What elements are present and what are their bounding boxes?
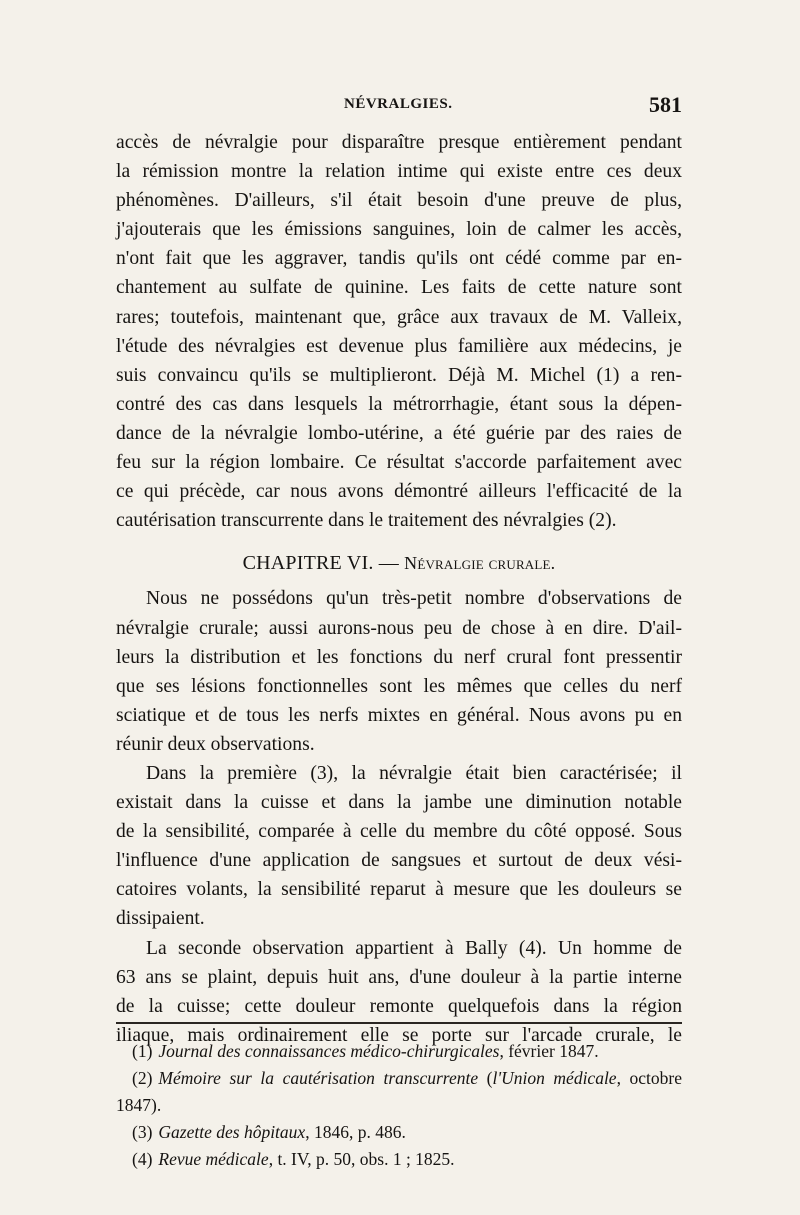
footnote-source-title: Journal des connaissances médico-chirurgicales bbox=[158, 1041, 500, 1061]
footnote-source-title-2: l'Union médicale bbox=[492, 1068, 617, 1088]
chapter-heading bbox=[116, 549, 682, 578]
text-line: dissipaient. bbox=[116, 908, 205, 930]
chapter-title: Névralgie crurale. bbox=[404, 553, 556, 574]
footnote-2-continued: 1847). bbox=[116, 1095, 162, 1115]
chapter-label: CHAPITRE VI. — bbox=[242, 552, 399, 575]
text-line: j'ajouterais que les émissions sanguines, loin de calmer les accès, bbox=[116, 219, 682, 241]
text-line: suis convaincu qu'ils se multiplieront. Déjà M. Michel (1) a ren- bbox=[116, 364, 682, 386]
text-line: ce qui précède, car nous avons démontré ailleurs l'efficacité de la bbox=[116, 481, 682, 503]
text-line: la rémission montre la relation intime qui existe entre ces deux bbox=[116, 161, 682, 183]
text-line: l'influence d'une application de sangsues et surtout de deux vési- bbox=[116, 850, 682, 872]
text-line: de la sensibilité, comparée à celle du membre du côté opposé. Sous bbox=[116, 821, 682, 843]
footnote-detail: , février 1847. bbox=[499, 1041, 599, 1061]
text-line: catoires volants, la sensibilité reparut à mesure que les douleurs se bbox=[116, 879, 682, 901]
page-number: 581 bbox=[649, 92, 682, 117]
text-line: dance de la névralgie lombo-utérine, a été guérie par des raies de bbox=[116, 422, 682, 444]
footnote-source-title: Mémoire sur la cautérisation transcurrente bbox=[158, 1068, 479, 1088]
footnote-number: (2) bbox=[132, 1068, 153, 1088]
text-line: leurs la distribution et les fonctions du nerf crural font pressentir bbox=[116, 646, 682, 668]
text-line: rares; toutefois, maintenant que, grâce aux travaux de M. Valleix, bbox=[116, 306, 682, 328]
text-line: contré des cas dans lesquels la métrorrhagie, étant sous la dépen- bbox=[116, 393, 682, 415]
footnote-2 bbox=[116, 1065, 682, 1092]
footnote-source-title: Revue médicale bbox=[158, 1149, 269, 1169]
footnotes bbox=[116, 1038, 682, 1173]
page-header bbox=[116, 92, 682, 124]
text-line: existait dans la cuisse et dans la jambe une diminution notable bbox=[116, 792, 682, 814]
paragraph-3 bbox=[116, 759, 682, 934]
text-line: n'ont fait que les aggraver, tandis qu'ils ont cédé comme par en- bbox=[116, 248, 682, 270]
footnote-detail: , t. IV, p. 50, obs. 1 ; 1825. bbox=[268, 1149, 455, 1169]
text-line: de la cuisse; cette douleur remonte quelquefois dans la région bbox=[116, 995, 682, 1017]
footnote-number: (4) bbox=[132, 1149, 153, 1169]
text-line: accès de névralgie pour disparaître presque entièrement pendant bbox=[116, 132, 682, 153]
text-line: phénomènes. D'ailleurs, s'il était besoin d'une preuve de plus, bbox=[116, 190, 682, 212]
body-text bbox=[116, 128, 682, 1050]
text-line: La seconde observation appartient à Bally (4). Un homme de bbox=[146, 937, 682, 959]
footnote-4 bbox=[116, 1146, 682, 1173]
footnote-source-title: Gazette des hôpitaux bbox=[158, 1122, 306, 1142]
paragraph-2 bbox=[116, 584, 682, 759]
text-line: chantement au sulfate de quinine. Les faits de cette nature sont bbox=[116, 277, 682, 299]
text-line: cautérisation transcurrente dans le traitement des névralgies (2). bbox=[116, 510, 617, 532]
paragraph-4 bbox=[116, 934, 682, 1050]
paragraph-1 bbox=[116, 128, 682, 535]
text-line: 63 ans se plaint, depuis huit ans, d'une douleur à la partie interne bbox=[116, 966, 682, 988]
text-line: Dans la première (3), la névralgie était bien caractérisée; il bbox=[146, 762, 682, 784]
text-line: réunir deux observations. bbox=[116, 733, 315, 755]
text-line: iliaque, mais ordinairement elle se porte sur l'arcade crurale, le bbox=[116, 1024, 682, 1046]
footnote-detail: , 1846, p. 486. bbox=[305, 1122, 406, 1142]
footnote-3 bbox=[116, 1119, 682, 1146]
text-line: Nous ne possédons qu'un très-petit nombre d'observations de bbox=[146, 588, 682, 610]
footnote-detail: ( bbox=[478, 1068, 493, 1088]
footnote-detail: , octobre bbox=[616, 1068, 682, 1088]
text-line: feu sur la région lombaire. Ce résultat s'accorde parfaitement avec bbox=[116, 452, 682, 474]
text-line: névralgie crurale; aussi aurons-nous peu de chose à en dire. D'ail- bbox=[116, 617, 682, 639]
text-line: l'étude des névralgies est devenue plus familière aux médecins, je bbox=[116, 335, 682, 357]
footnote-1 bbox=[116, 1038, 682, 1065]
text-line: sciatique et de tous les nerfs mixtes en général. Nous avons pu en bbox=[116, 704, 682, 726]
footnote-rule bbox=[116, 1022, 682, 1024]
running-title: NÉVRALGIES. bbox=[344, 96, 453, 112]
text-line: que ses lésions fonctionnelles sont les mêmes que celles du nerf bbox=[116, 675, 682, 697]
footnote-number: (3) bbox=[132, 1122, 153, 1142]
footnote-number: (1) bbox=[132, 1041, 153, 1061]
